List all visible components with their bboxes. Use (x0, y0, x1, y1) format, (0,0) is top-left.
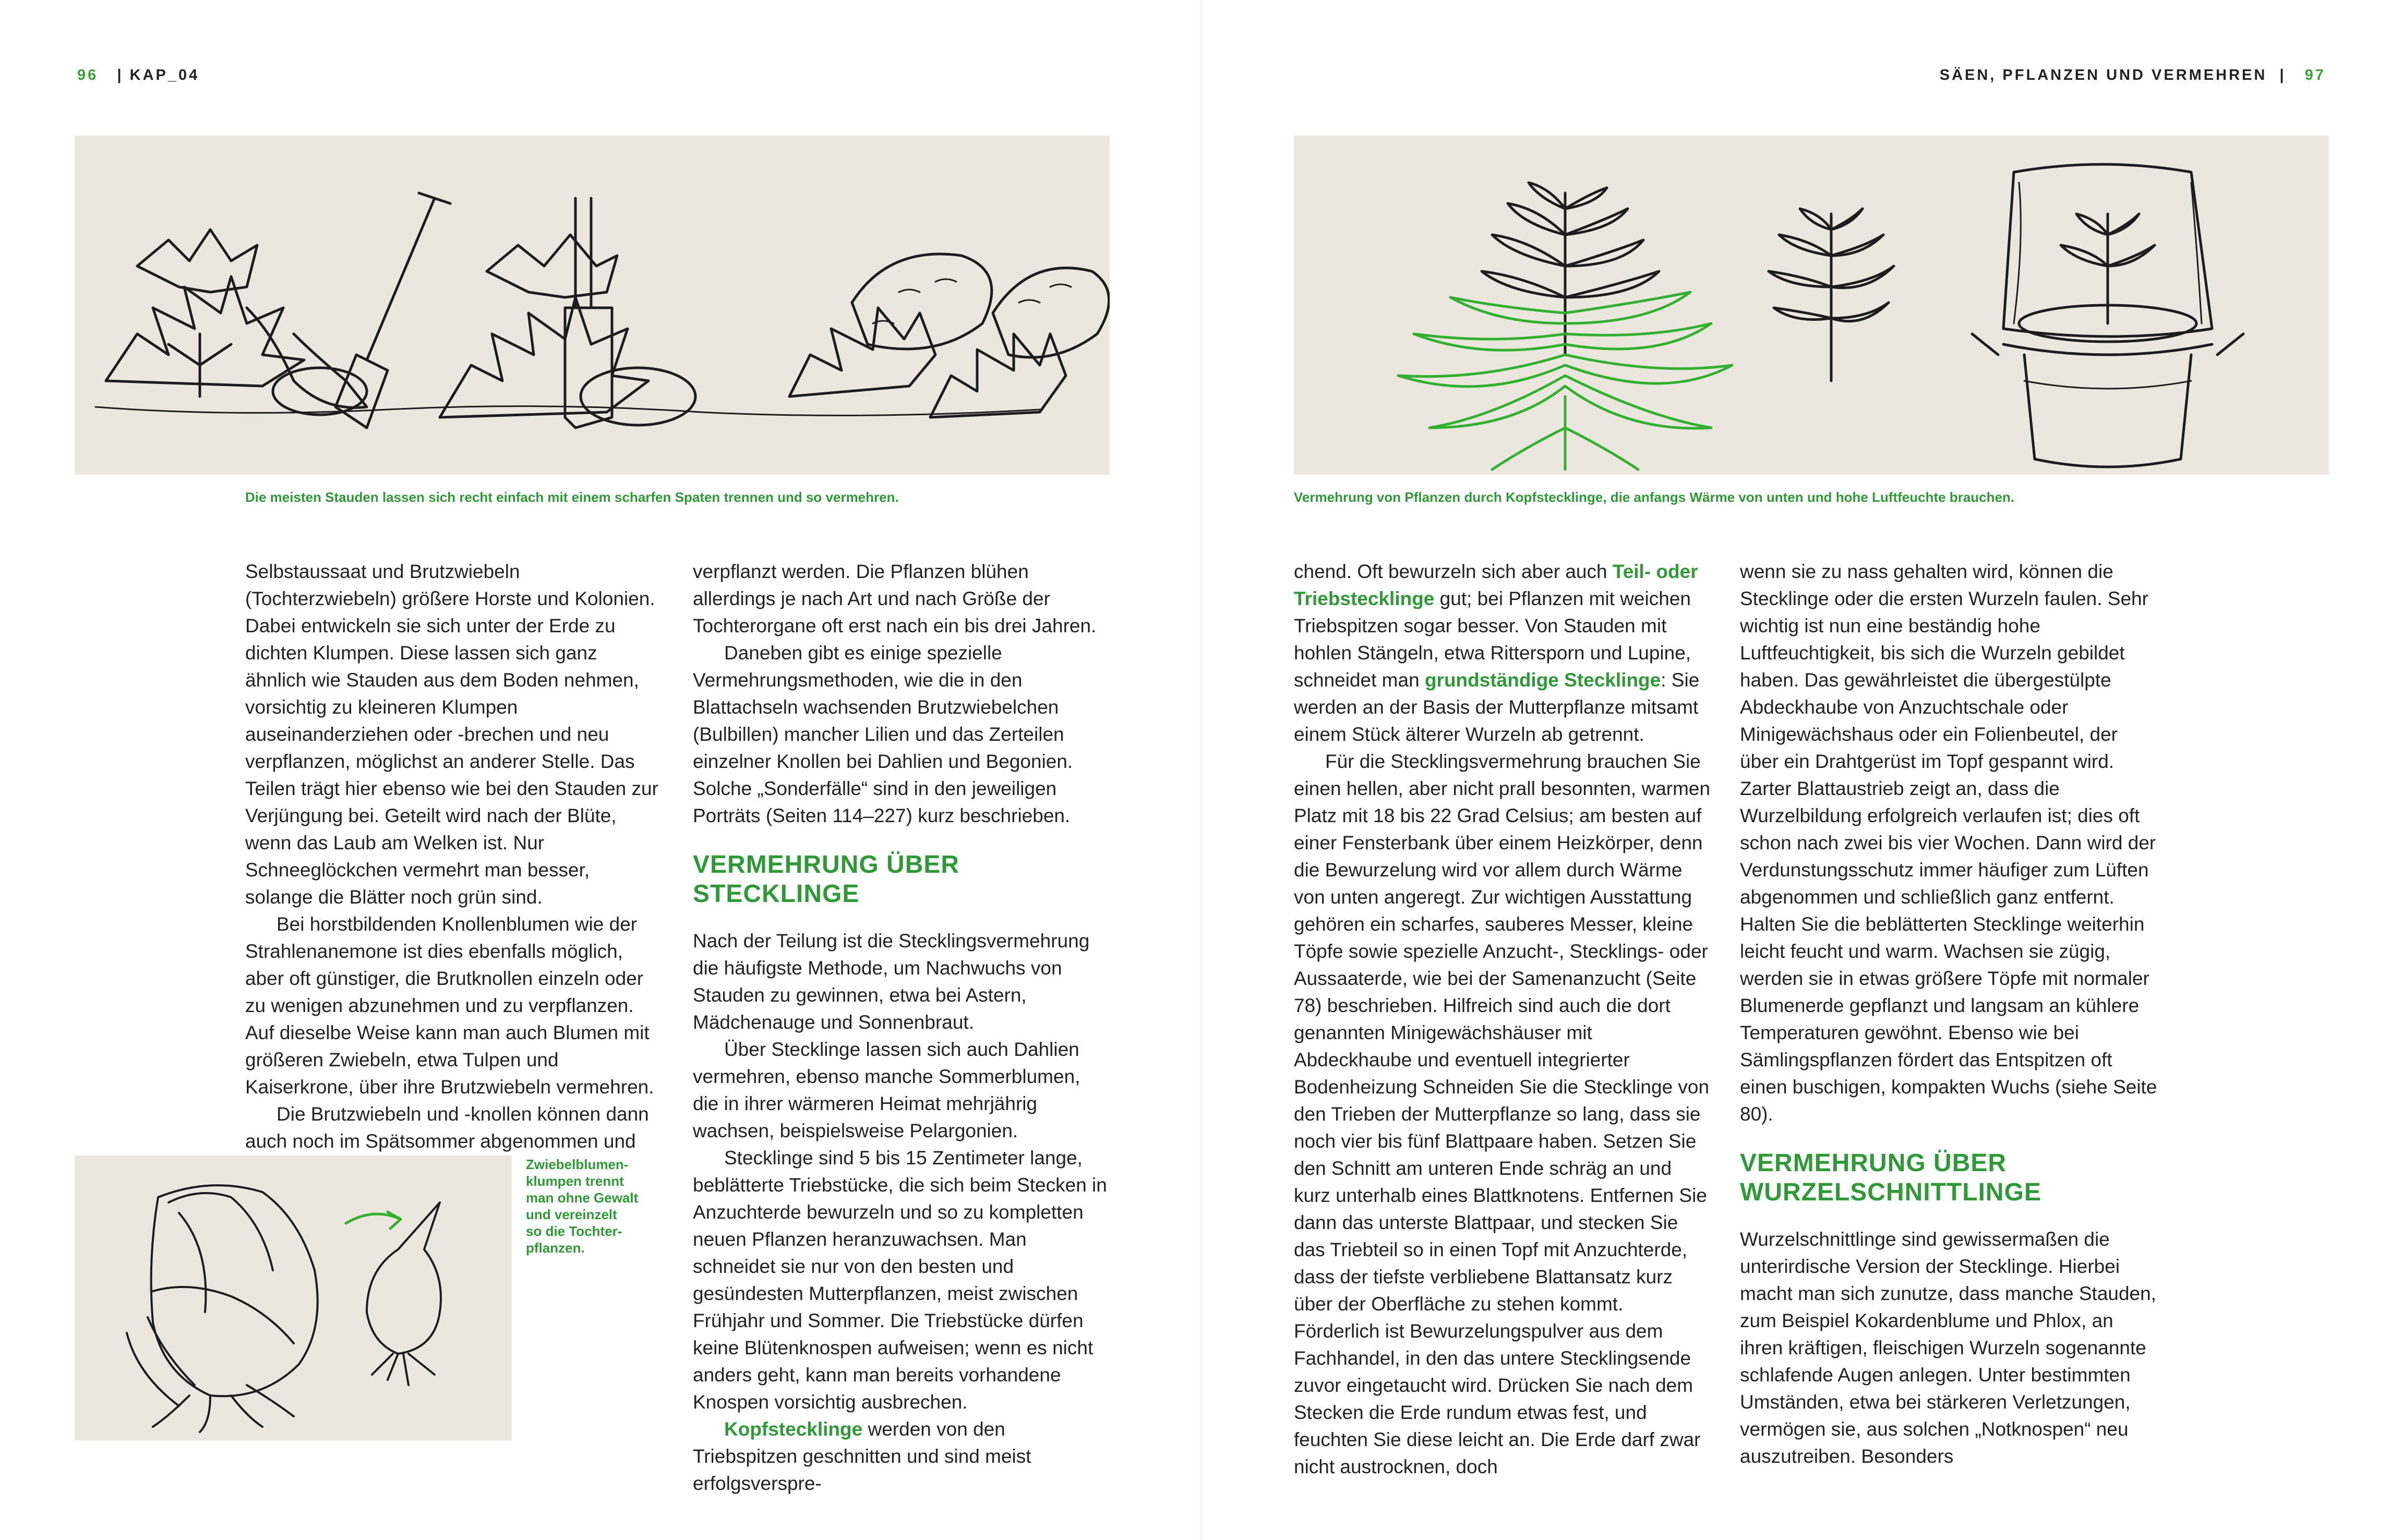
paragraph: Nach der Teilung ist die Stecklingsvermehrung die häufigste Methode, um Nachwuchs von Stauden zu gewinnen, etwa bei Astern, Mädchenauge und Sonnenbraut. (693, 930, 1090, 1033)
right-running-head: SÄEN, PFLANZEN UND VERMEHREN | 97 (1939, 67, 2326, 83)
paragraph: Bei horstbildenden Knollenblumen wie der Strahlenanemone ist dies ebenfalls möglich, aber oft günstiger, die Brutknollen einzeln oder zu wenigen abzunehmen und zu verpflanzen. Auf dieselbe Weise kann man auch Blumen mit größeren Zwiebeln, etwa Tulpen und Kaiserkrone, über ihre Brutzwiebeln vermehren. (245, 913, 654, 1098)
section-heading-wurzelschnittlinge: VERMEHRUNG ÜBER WURZELSCHNITTLINGE (1740, 1149, 2041, 1206)
paragraph: Die Brutzwiebeln und -knollen können dann auch noch im Spätsommer abgenommen und (245, 1103, 649, 1152)
paragraph: Selbstaussaat und Brutzwiebeln (Tochterzwiebeln) größere Horste und Kolonien. Dabei entwickeln sie sich unter der Erde zu dichten Klumpen. Diese lassen sich ganz ähnlich wie Stauden aus dem Boden nehmen, vorsichtig zu kleineren Klumpen auseinanderziehen oder -brechen und neu verpflanzen, möglichst an anderer Stelle. Das Teilen trägt hier ebenso wie bei den Stauden zur Verjüngung bei. Geteilt wird nach der Blüte, wenn das Laub am Welken ist. Nur Schneeglöckchen vermehrt man besser, solange die Blätter noch grün sind. (245, 561, 658, 908)
paragraph: chend. Oft bewurzeln sich aber auch Teil- oder Triebstecklinge gut; bei Pflanzen mit weichen Triebspitzen sogar besser. Von Stauden mit hohlen Stängeln, etwa Rittersporn und Lupine, schneidet man grundständige Stecklinge: Sie werden an der Basis der Mutterpflanze mitsamt einem Stück älterer Wurzeln ab getrennt. (1294, 561, 1700, 745)
paragraph: verpflanzt werden. Die Pflanzen blühen allerdings je nach Art und nach Größe der Tochterorgane oft erst nach ein bis drei Jahren. (693, 561, 1097, 636)
text-column-3 (1294, 558, 1711, 1481)
paragraph: Über Stecklinge lassen sich auch Dahlien vermehren, ebenso manche Sommerblumen, die in ihrer wärmeren Heimat mehrjährig wachsen, beispielsweise Pelargonien. (693, 1039, 1080, 1141)
highlight-term: Teil- oder Triebstecklinge (1294, 561, 1698, 609)
section-title: SÄEN, PFLANZEN UND VERMEHREN (1939, 67, 2267, 83)
right-page-number: 97 (2304, 67, 2326, 83)
left-page-number: 96 (77, 67, 99, 83)
illustration-bulb-clump (75, 1156, 512, 1440)
left-running-head: 96 | KAP_04 (77, 67, 200, 83)
section-heading-stecklinge: VERMEHRUNG ÜBER STECKLINGE (693, 851, 960, 908)
illustration-dividing-perennials (75, 136, 1110, 475)
highlight-term: grundständige Stecklinge (1424, 669, 1661, 691)
paragraph: Wurzelschnittlinge sind gewissermaßen die unterirdische Version der Stecklinge. Hierbei macht man sich zunutze, dass manche Stauden, zum Beispiel Kokardenblume und Phlox, an ihren kräftigen, fleischigen Wurzeln sogenannte schlafende Augen anlegen. Unter bestimmten Umständen, etwa bei stärkeren Verletzungen, vermögen sie, aus solchen „Notknospen“ neu auszutreiben. Besonders (1740, 1229, 2156, 1467)
paragraph: wenn sie zu nass gehalten wird, können die Stecklinge oder die ersten Wurzeln faulen. Sehr wichtig ist nun eine beständig hohe Luftfeuchtigkeit, bis sich die Wurzeln gebildet haben. Das gewährleistet die übergestülpte Abdeckhaube von Anzuchtschale oder Minigewächshaus oder ein Folienbeutel, der über ein Drahtgerüst im Topf gespannt wird. Zarter Blattaustrieb zeigt an, dass die Wurzelbildung erfolgreich verlaufen ist; dies oft schon nach zwei bis vier Wochen. Dann wird der Verdunstungsschutz immer häufiger zum Lüften abgenommen und schließlich ganz entfernt. Halten Sie die beblätterten Stecklinge weiterhin leicht feucht und warm. Wachsen sie zügig, werden sie in etwas größere Töpfe mit normaler Blumenerde gepflanzt und langsam an kühlere Temperaturen gewöhnt. Ebenso wie bei Sämlingspflanzen fördert das Entspitzen oft einen buschigen, kompakten Wuchs (siehe Seite 80). (1740, 561, 2157, 1125)
illustration-cuttings (1294, 136, 2329, 475)
bulb-illustration-caption: Zwiebelblumen- klumpen trennt man ohne Gewalt und vereinzelt so die Tochter- pflanzen. (526, 1157, 639, 1256)
paragraph: Stecklinge sind 5 bis 15 Zentimeter lange, beblätterte Triebstücke, die sich beim Stecken in Anzuchterde bewurzeln und so zu kompletten neuen Pflanzen heranzuwachsen. Man schneidet sie nur von den besten und gesündesten Mutterpflanzen, meist zwischen Frühjahr und Sommer. Die Triebstücke dürfen keine Blütenknospen aufweisen; wenn es nicht anders geht, kann man bereits vorhandene Knospen vorsichtig ausbrechen. (693, 1147, 1107, 1413)
paragraph: Daneben gibt es einige spezielle Vermehrungsmethoden, wie die in den Blattachseln wachsenden Brutzwiebelchen (Bulbillen) mancher Lilien und das Zerteilen einzelner Knollen bei Dahlien und Begonien. Solche „Sonderfälle“ sind in den jeweiligen Porträts (Seiten 114–227) kurz beschrieben. (693, 642, 1073, 826)
chapter-label: KAP_04 (129, 67, 200, 83)
text-column-4 (1740, 558, 2157, 1470)
text-column-2 (693, 558, 1110, 1497)
paragraph: Für die Stecklingsvermehrung brauchen Sie einen hellen, aber nicht prall besonnten, warmen Platz mit 18 bis 22 Grad Celsius; am besten auf einer Fensterbank über einem Heizkörper, denn die Bewurzelung wird vor allem durch Wärme von unten angeregt. Zur wichtigen Ausstattung gehören ein scharfes, sauberes Messer, kleine Töpfe sowie spezielle Anzucht-, Stecklings- oder Aussaaterde, wie bei der Samenanzucht (Seite 78) beschrieben. Hilfreich sind auch die dort genannten Minigewächshäuser mit Abdeckhaube und eventuell integrierter Bodenheizung Schneiden Sie die Stecklinge von den Trieben der Mutterpflanze so lang, dass sie noch vier bis fünf Blattpaare haben. Setzen Sie den Schnitt am unteren Ende schräg an und kurz unterhalb eines Blattknotens. Entfernen Sie dann das unterste Blattpaar, und stecken Sie das Triebteil so in einen Topf mit Anzuchterde, dass der tiefste verbliebene Blattansatz kurz über der Oberfläche zu stehen kommt. Förderlich ist Bewurzelungspulver aus dem Fachhandel, in den das untere Stecklingsende zuvor eingetaucht wird. Drücken Sie nach dem Stecken die Erde rundum etwas fest, und feuchten Sie diese leicht an. Die Erde darf zwar nicht austrocknen, doch (1294, 751, 1711, 1477)
paragraph: Kopfstecklinge werden von den Triebspitzen geschnitten und sind meist erfolgsverspre- (693, 1418, 1031, 1494)
highlight-term: Kopfstecklinge (724, 1418, 863, 1440)
left-illustration-caption: Die meisten Stauden lassen sich recht einfach mit einem scharfen Spaten trennen und so vermehren. (245, 489, 899, 505)
text-column-1 (245, 558, 663, 1155)
right-illustration-caption: Vermehrung von Pflanzen durch Kopfstecklinge, die anfangs Wärme von unten und hohe Luftfeuchte brauchen. (1294, 489, 2015, 505)
book-gutter (1200, 0, 1203, 1540)
